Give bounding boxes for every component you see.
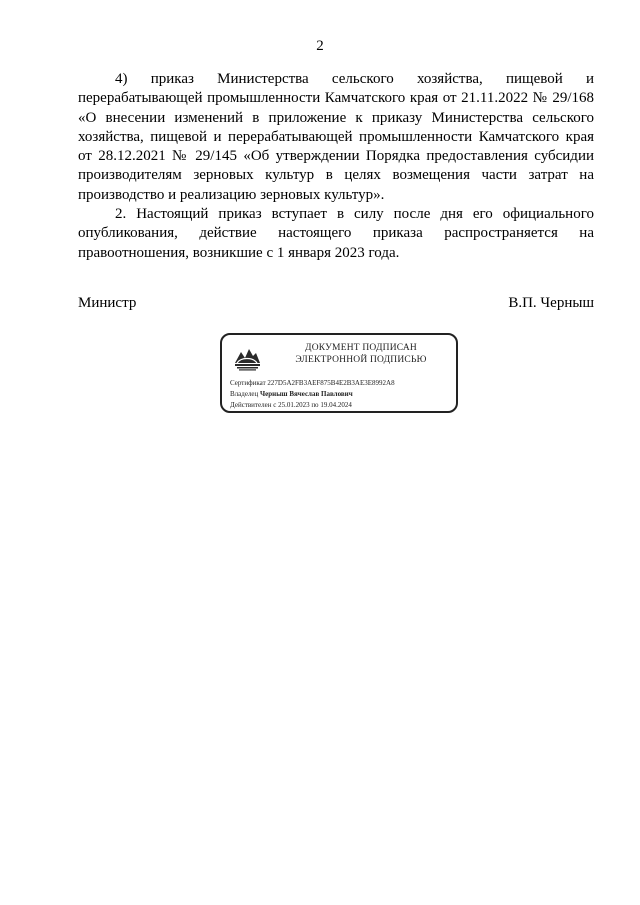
certificate-value: 227D5A2FB3AEF875B4E2B3AE3E8992A8 xyxy=(267,379,395,387)
validity-to-label: по xyxy=(311,401,319,409)
owner-value: Черныш Вячеслав Павлович xyxy=(260,390,353,398)
coat-of-arms-icon xyxy=(232,343,262,371)
stamp-title-line-1: ДОКУМЕНТ ПОДПИСАН xyxy=(305,343,417,353)
page-number: 2 xyxy=(316,38,324,54)
signature-block xyxy=(78,295,594,312)
owner-label: Владелец xyxy=(230,390,259,398)
signatory-name: В.П. Черныш xyxy=(508,295,594,311)
electronic-signature-stamp xyxy=(220,333,458,413)
paragraph-item-4: 4) приказ Министерства сельского хозяйства, пищевой и перерабатывающей промышленности Камчатского края от 21.11.2022 № 29/168 «О внесении изменений в приложение к приказу Министерства сельского хозяйства, пищевой и перерабатывающей промышленности Камчатского края от 28.12.2021 № 29/145 «Об утверждении Порядка предоставления субсидии производителям зерновых культур в целях возмещения части затрат на производство и реализацию зерновых культур». xyxy=(78,71,594,203)
validity-to: 19.04.2024 xyxy=(320,401,352,409)
validity-label: Действителен с xyxy=(230,401,277,409)
signatory-position: Министр xyxy=(78,295,137,311)
stamp-certificate xyxy=(230,379,395,388)
stamp-owner xyxy=(230,390,353,399)
certificate-label: Сертификат xyxy=(230,379,266,387)
stamp-title-line-2: ЭЛЕКТРОННОЙ ПОДПИСЬЮ xyxy=(295,355,427,365)
validity-from: 25.01.2023 xyxy=(278,401,310,409)
document-body xyxy=(78,70,594,263)
paragraph-item-2: 2. Настоящий приказ вступает в силу после дня его официального опубликования, действие настоящего приказа распространяется на правоотношения, возникшие с 1 января 2023 года. xyxy=(78,206,594,261)
stamp-title xyxy=(268,342,454,366)
stamp-validity xyxy=(230,401,352,410)
